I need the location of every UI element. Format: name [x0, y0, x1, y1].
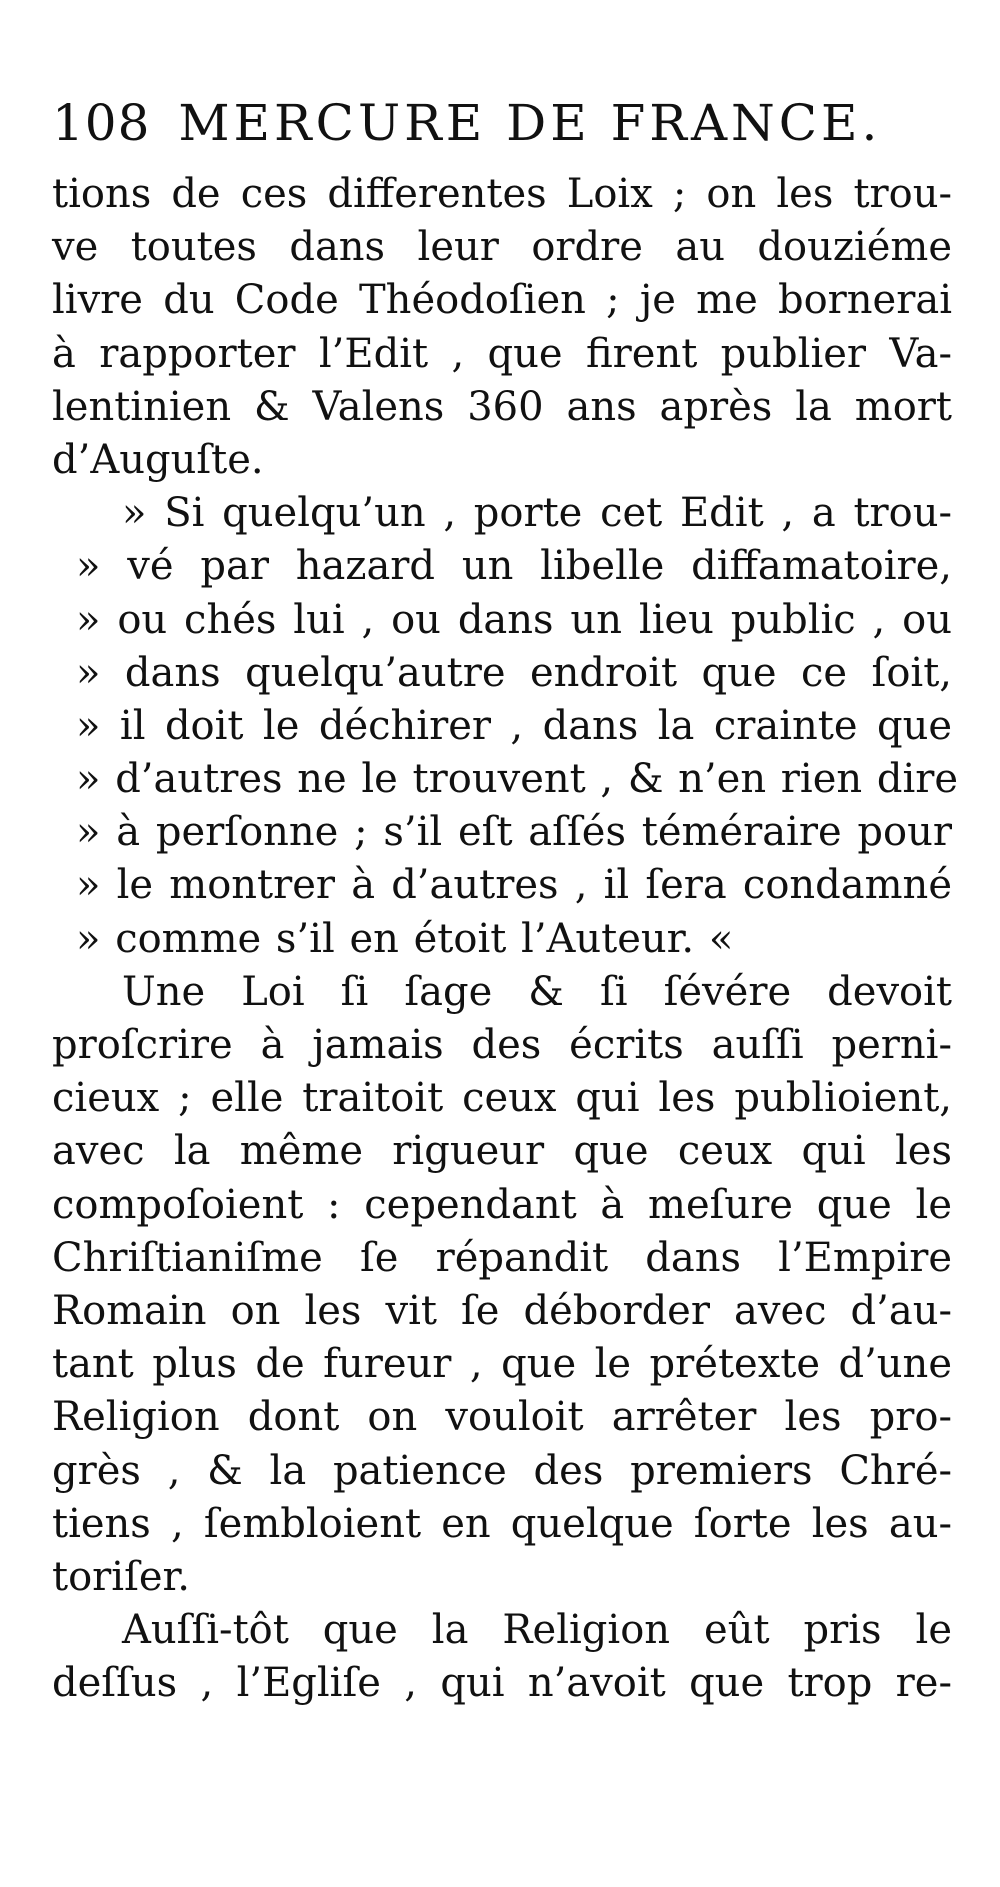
- text-line: ve toutes dans leur ordre au douziéme: [52, 224, 952, 271]
- text-line: Religion dont on vouloit arrêter les pro-: [52, 1394, 952, 1441]
- text-line: tions de ces differentes Loix ; on les trou-: [52, 171, 952, 217]
- quote-line: » le montrer à d’autres , il ſera condamné: [76, 862, 952, 909]
- quote-line: » à perſonne ; s’il eſt aſſés téméraire pour: [76, 809, 952, 856]
- text-line: Romain on les vit ſe déborder avec d’au-: [52, 1287, 952, 1334]
- text-line: compoſoient : cependant à meſure que le: [52, 1181, 952, 1228]
- quote-line: » d’autres ne le trouvent , & n’en rien dire: [76, 756, 959, 803]
- text-line: tiens , ſembloient en quelque ſorte les au-: [52, 1500, 952, 1547]
- body-text: [52, 168, 959, 1710]
- text-line: livre du Code Théodoſien ; je me bornerai: [52, 277, 952, 324]
- text-line: à rapporter l’Edit , que firent publier Va-: [52, 330, 952, 377]
- page-number: 108: [52, 94, 151, 152]
- running-header: [52, 88, 952, 158]
- quote-line: » ou chés lui , ou dans un lieu public , ou: [76, 596, 952, 643]
- text-line: lentinien & Valens 360 ans après la mort: [52, 383, 952, 430]
- text-line: cieux ; elle traitoit ceux qui les publioient,: [52, 1075, 952, 1122]
- text-line: tant plus de fureur , que le prétexte d’une: [52, 1341, 952, 1388]
- running-title: MERCURE DE FRANCE.: [178, 94, 882, 152]
- quote-line: » il doit le déchirer , dans la crainte que: [76, 702, 952, 749]
- text-line: toriſer.: [52, 1553, 190, 1600]
- text-line: Chriſtianiſme ſe répandit dans l’Empire: [52, 1234, 952, 1281]
- text-line: grès , & la patience des premiers Chré-: [52, 1447, 952, 1494]
- quote-line: » comme s’il en étoit l’Auteur. «: [76, 915, 734, 962]
- text-line: d’Auguſte.: [52, 436, 264, 483]
- text-line: deſſus , l’Egliſe , qui n’avoit que trop re-: [52, 1660, 952, 1707]
- quote-line: » dans quelqu’autre endroit que ce ſoit,: [76, 649, 952, 696]
- text-line: proſcrire à jamais des écrits auſſi perni-: [52, 1022, 952, 1068]
- text-line: Une Loi ſi ſage & ſi ſévére devoit: [122, 968, 952, 1015]
- quote-line: » Si quelqu’un , porte cet Edit , a trou-: [122, 490, 952, 537]
- text-line: Auſſi-tôt que la Religion eût pris le: [122, 1607, 952, 1654]
- quote-line: » vé par hazard un libelle diffamatoire,: [76, 543, 952, 590]
- text-line: avec la même rigueur que ceux qui les: [52, 1128, 952, 1175]
